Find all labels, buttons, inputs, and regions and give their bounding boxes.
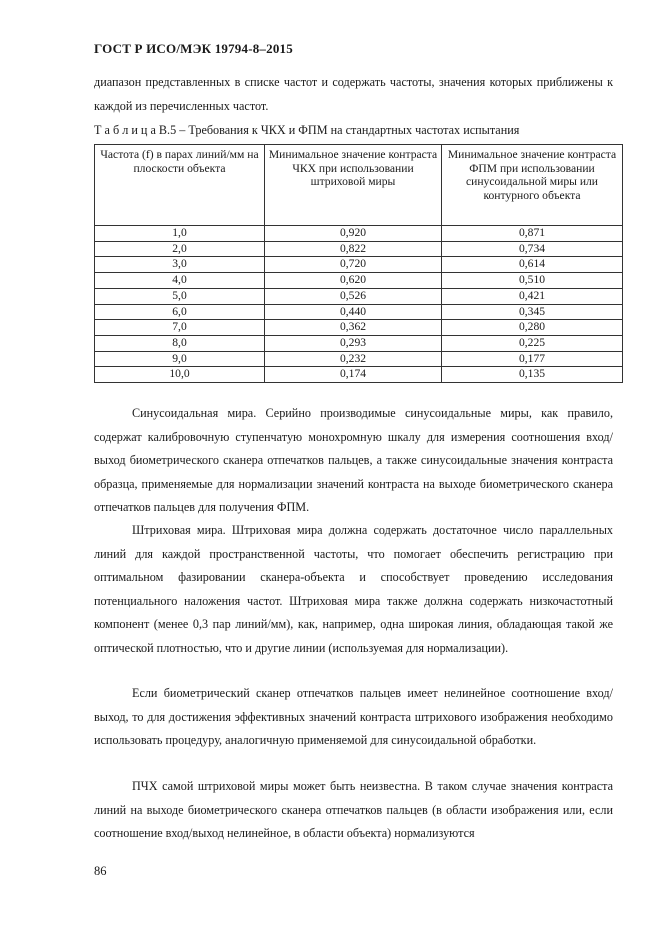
cell-mtf-value: 0,734 xyxy=(442,241,623,257)
cell-frequency: 10,0 xyxy=(95,367,265,383)
table-row xyxy=(95,273,623,289)
cell-frequency: 5,0 xyxy=(95,288,265,304)
cell-mtf-value: 0,280 xyxy=(442,320,623,336)
intro-paragraph: диапазон представленных в списке частот и содержать частоты, значения которых приближены к каждой из перечисленных частот. xyxy=(94,75,613,113)
cell-mtf-value: 0,177 xyxy=(442,351,623,367)
cell-frequency: 6,0 xyxy=(95,304,265,320)
cell-mtf-value: 0,421 xyxy=(442,288,623,304)
document-header: ГОСТ Р ИСО/МЭК 19794-8–2015 xyxy=(94,41,293,56)
cell-frequency: 7,0 xyxy=(95,320,265,336)
table-header-row xyxy=(95,145,623,226)
cell-frequency: 8,0 xyxy=(95,335,265,351)
cell-ctf-value: 0,822 xyxy=(265,241,442,257)
table-row xyxy=(95,257,623,273)
cell-ctf-value: 0,720 xyxy=(265,257,442,273)
page-number: 86 xyxy=(94,864,107,878)
cell-mtf-value: 0,225 xyxy=(442,335,623,351)
paragraph-nonlinear: Если биометрический сканер отпечатков пальцев имеет нелинейное соотношение вход/выход, то для достижения эффективных значений контраста штрихового изображения необходимо использовать процедуру, аналогичную применяемой для синусоидальной обработки. xyxy=(94,686,613,747)
cell-frequency: 2,0 xyxy=(95,241,265,257)
table-row xyxy=(95,241,623,257)
table-caption: Т а б л и ц а В.5 – Требования к ЧКХ и ФПМ на стандартных частотах испытания xyxy=(94,123,520,137)
header-mtf-contrast: Минимальное значение контраста ФПМ при использовании синусоидальной миры или контурного объекта xyxy=(442,145,623,226)
cell-ctf-value: 0,293 xyxy=(265,335,442,351)
table-row xyxy=(95,351,623,367)
table-row xyxy=(95,304,623,320)
paragraph-ptf: ПЧХ самой штриховой миры может быть неизвестна. В таком случае значения контраста линий на выходе биометрического сканера отпечатков пальцев (в области изображения или, если соотношение вход/выход нелинейное, в области объекта) нормализуются xyxy=(94,779,613,840)
cell-mtf-value: 0,871 xyxy=(442,226,623,242)
cell-mtf-value: 0,614 xyxy=(442,257,623,273)
cell-frequency: 4,0 xyxy=(95,273,265,289)
cell-ctf-value: 0,232 xyxy=(265,351,442,367)
table-row xyxy=(95,367,623,383)
cell-mtf-value: 0,345 xyxy=(442,304,623,320)
cell-ctf-value: 0,362 xyxy=(265,320,442,336)
paragraph-sine-target: Синусоидальная мира. Серийно производимые синусоидальные миры, как правило, содержат калибровочную ступенчатую монохромную шкалу для измерения соотношения вход/выход биометрического сканера отпечатков пальцев, а также синусоидальные значения контраста образца, применяемые для нормализации значений контраста на выходе биометрического сканера отпечатков пальцев для получения ФПМ. xyxy=(94,406,613,514)
table-row xyxy=(95,288,623,304)
cell-ctf-value: 0,526 xyxy=(265,288,442,304)
cell-frequency: 9,0 xyxy=(95,351,265,367)
requirements-table xyxy=(94,144,623,383)
cell-ctf-value: 0,174 xyxy=(265,367,442,383)
cell-ctf-value: 0,440 xyxy=(265,304,442,320)
table-row xyxy=(95,335,623,351)
cell-ctf-value: 0,620 xyxy=(265,273,442,289)
cell-frequency: 3,0 xyxy=(95,257,265,273)
header-frequency: Частота (f) в парах линий/мм на плоскости объекта xyxy=(95,145,265,226)
table-row xyxy=(95,226,623,242)
cell-ctf-value: 0,920 xyxy=(265,226,442,242)
cell-frequency: 1,0 xyxy=(95,226,265,242)
cell-mtf-value: 0,135 xyxy=(442,367,623,383)
table-row xyxy=(95,320,623,336)
header-ctf-contrast: Минимальное значение контраста ЧКХ при использовании штриховой миры xyxy=(265,145,442,226)
cell-mtf-value: 0,510 xyxy=(442,273,623,289)
paragraph-bar-target: Штриховая мира. Штриховая мира должна содержать достаточное число параллельных линий для каждой пространственной частоты, что помогает обеспечить регистрацию при оптимальном фазировании сканера-объекта и способствует проведению исследования потенциального наложения частот. Штриховая мира также должна содержать низкочастотный компонент (менее 0,3 пар линий/мм), как, например, одна широкая линия, обладающая такой же оптической плотностью, что и другие линии (используемая для нормализации). xyxy=(94,523,613,655)
